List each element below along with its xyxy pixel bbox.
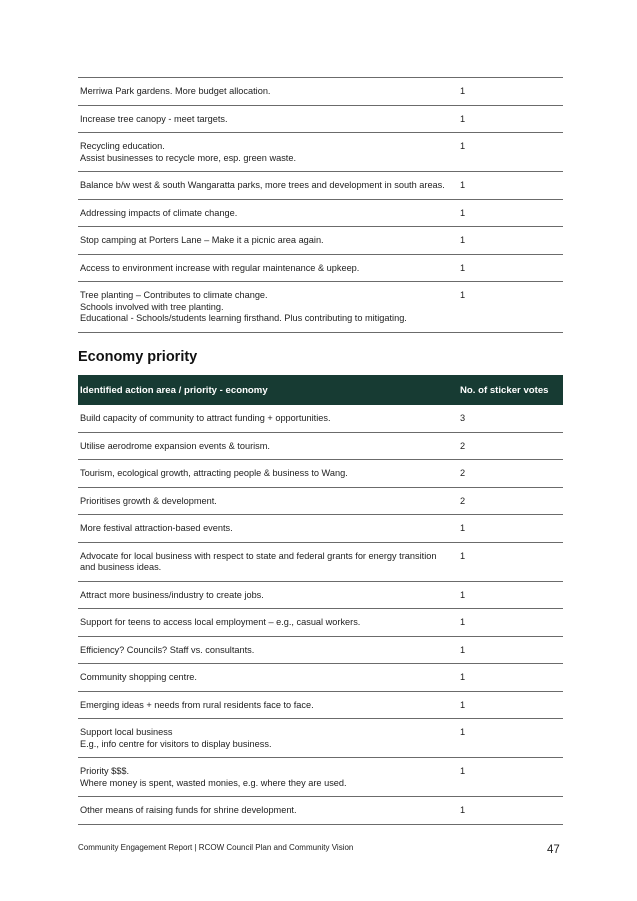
action-area-text: Emerging ideas + needs from rural residents face to face. — [80, 699, 314, 710]
table-row — [78, 432, 563, 460]
sticker-votes-cell: 1 — [459, 515, 563, 543]
action-area-text: E.g., info centre for visitors to display business. — [80, 738, 272, 749]
action-area-cell — [78, 78, 459, 106]
table-row — [78, 719, 563, 758]
action-area-text: Utilise aerodrome expansion events & tourism. — [80, 440, 270, 451]
action-area-cell — [78, 515, 459, 543]
action-area-cell — [78, 719, 459, 758]
action-area-cell — [78, 758, 459, 797]
table-row — [78, 758, 563, 797]
action-area-text: Access to environment increase with regular maintenance & upkeep. — [80, 262, 360, 273]
action-area-text: Efficiency? Councils? Staff vs. consultants. — [80, 644, 255, 655]
action-area-text: Priority $$$. — [80, 766, 130, 776]
action-area-cell — [78, 199, 459, 227]
action-area-cell — [78, 664, 459, 692]
action-area-text: Tree planting – Contributes to climate change. — [80, 290, 268, 300]
action-area-text: Community shopping centre. — [80, 672, 197, 682]
economy-table-header — [78, 375, 563, 405]
sticker-votes-cell: 1 — [459, 719, 563, 758]
sticker-votes-cell: 3 — [459, 405, 563, 432]
sticker-votes-cell: 2 — [459, 460, 563, 488]
sticker-votes-cell: 1 — [459, 691, 563, 719]
action-area-cell — [78, 405, 459, 432]
sticker-votes-cell: 1 — [459, 105, 563, 133]
sticker-votes-cell: 1 — [459, 758, 563, 797]
action-area-cell — [78, 636, 459, 664]
action-area-text: Addressing impacts of climate change. — [80, 207, 238, 218]
action-area-text: Support local business — [80, 727, 173, 737]
table-row — [78, 254, 563, 282]
action-area-cell — [78, 282, 459, 333]
table-row — [78, 664, 563, 692]
sticker-votes-cell: 2 — [459, 432, 563, 460]
sticker-votes-cell: 1 — [459, 664, 563, 692]
action-area-cell — [78, 609, 459, 637]
action-area-cell — [78, 172, 459, 200]
action-area-text: Other means of raising funds for shrine development. — [80, 805, 297, 815]
action-area-cell — [78, 460, 459, 488]
action-area-cell — [78, 105, 459, 133]
action-area-cell — [78, 432, 459, 460]
action-area-text: Where money is spent, wasted monies, e.g. where they are used. — [80, 777, 347, 788]
page-content — [78, 77, 563, 815]
table-row — [78, 78, 563, 106]
table-row — [78, 581, 563, 609]
table-row — [78, 227, 563, 255]
action-area-text: More festival attraction-based events. — [80, 523, 233, 533]
sticker-votes-cell: 1 — [459, 133, 563, 172]
action-area-text: Tourism, ecological growth, attracting people & business to Wang. — [80, 468, 348, 478]
sticker-votes-cell: 1 — [459, 797, 563, 825]
table-row — [78, 487, 563, 515]
sticker-votes-cell: 1 — [459, 542, 563, 581]
table-row — [78, 105, 563, 133]
action-area-text: Merriwa Park gardens. More budget allocation. — [80, 86, 271, 96]
table-row — [78, 515, 563, 543]
sticker-votes-cell: 1 — [459, 636, 563, 664]
table-row — [78, 609, 563, 637]
economy-table — [78, 375, 563, 825]
action-area-text: Increase tree canopy - meet targets. — [80, 113, 228, 124]
table-row — [78, 797, 563, 825]
sticker-votes-cell: 1 — [459, 254, 563, 282]
table-row — [78, 282, 563, 333]
action-area-text: Build capacity of community to attract funding + opportunities. — [80, 413, 331, 423]
action-area-cell — [78, 797, 459, 825]
action-area-cell — [78, 691, 459, 719]
sticker-votes-cell: 1 — [459, 172, 563, 200]
header-sticker-votes: No. of sticker votes — [459, 375, 563, 405]
sticker-votes-cell: 1 — [459, 609, 563, 637]
table-row — [78, 636, 563, 664]
action-area-text: Recycling education. — [80, 141, 165, 151]
table-row — [78, 691, 563, 719]
page-number: 47 — [547, 844, 560, 856]
action-area-text: Balance b/w west & south Wangaratta parks, more trees and development in south areas. — [80, 180, 445, 190]
footer-text: Community Engagement Report | RCOW Council Plan and Community Vision — [78, 843, 354, 852]
sticker-votes-cell: 1 — [459, 78, 563, 106]
sticker-votes-cell: 1 — [459, 282, 563, 333]
action-area-cell — [78, 227, 459, 255]
action-area-text: Support for teens to access local employment – e.g., casual workers. — [80, 617, 361, 627]
table-row — [78, 460, 563, 488]
action-area-text: Attract more business/industry to create jobs. — [80, 589, 264, 600]
action-area-text: Prioritises growth & development. — [80, 495, 217, 506]
sticker-votes-cell: 1 — [459, 199, 563, 227]
table-row — [78, 172, 563, 200]
table-row — [78, 542, 563, 581]
action-area-text: Schools involved with tree planting. — [80, 301, 224, 312]
action-area-cell — [78, 581, 459, 609]
sticker-votes-cell: 2 — [459, 487, 563, 515]
sticker-votes-cell: 1 — [459, 581, 563, 609]
table-row — [78, 405, 563, 432]
action-area-text: Educational - Schools/students learning firsthand. Plus contributing to mitigating. — [80, 313, 407, 323]
action-area-cell — [78, 254, 459, 282]
header-action-area: Identified action area / priority - economy — [78, 375, 459, 405]
action-area-text: Stop camping at Porters Lane – Make it a picnic area again. — [80, 235, 324, 245]
action-area-cell — [78, 542, 459, 581]
economy-heading: Economy priority — [78, 349, 198, 365]
table-row — [78, 133, 563, 172]
action-area-text: Assist businesses to recycle more, esp. green waste. — [80, 152, 297, 163]
table-row — [78, 199, 563, 227]
action-area-cell — [78, 133, 459, 172]
environment-table — [78, 77, 563, 333]
sticker-votes-cell: 1 — [459, 227, 563, 255]
action-area-text: Advocate for local business with respect to state and federal grants for energy transition and business ideas. — [80, 550, 437, 572]
action-area-cell — [78, 487, 459, 515]
